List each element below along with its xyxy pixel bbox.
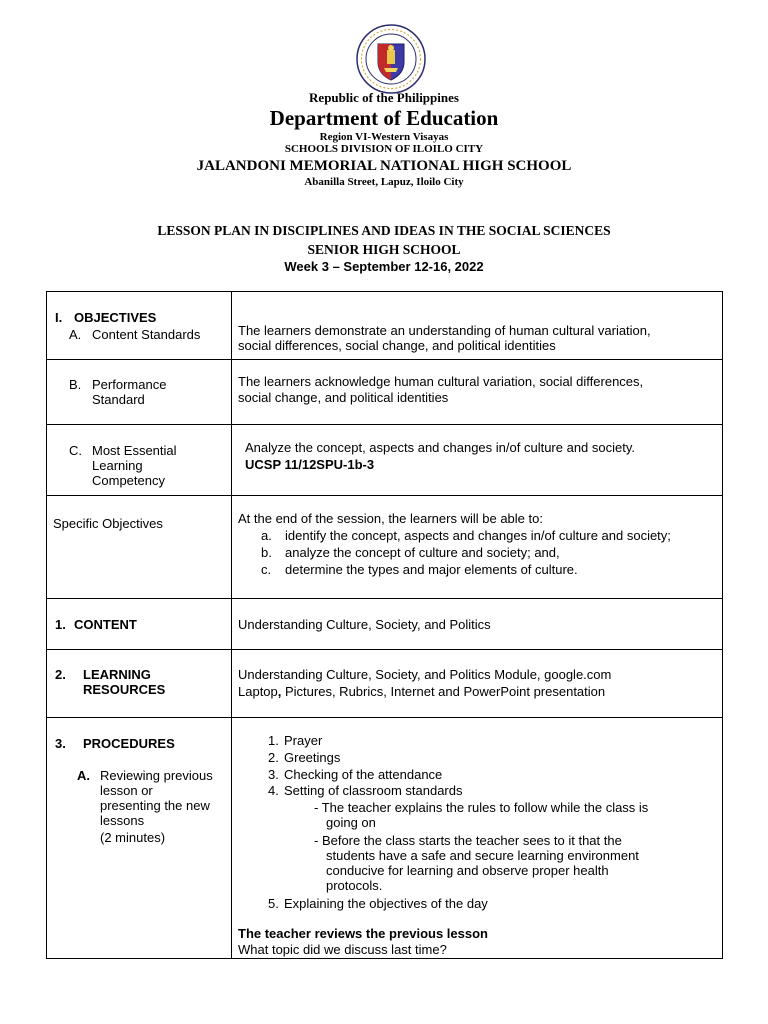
- content-label-cell: [47, 599, 232, 650]
- table-row: [47, 360, 723, 425]
- table-row: [47, 718, 723, 959]
- performance-standard-label: Performance: [92, 377, 167, 392]
- republic-heading: Republic of the Philippines: [309, 90, 459, 105]
- content-text: Understanding Culture, Society, and Politics: [238, 617, 491, 632]
- content-standards-text-line: The learners demonstrate an understanding of human cultural variation,: [238, 323, 651, 338]
- procedures-sub-label: lessons: [100, 813, 145, 828]
- table-row: [47, 425, 723, 496]
- content-standards-label: Content Standards: [92, 327, 201, 342]
- step-number: 1.: [268, 733, 279, 748]
- resources-comma: ,: [277, 684, 282, 699]
- resources-label: LEARNING: [83, 667, 151, 682]
- resources-rest: Pictures, Rubrics, Internet and PowerPoint presentation: [281, 684, 606, 699]
- step-number: 3.: [268, 767, 279, 782]
- resources-text-line: [238, 684, 605, 699]
- procedures-sub-label: lesson or: [100, 783, 153, 798]
- specific-objectives-label: Specific Objectives: [53, 516, 163, 531]
- step-number: 4.: [268, 783, 279, 798]
- step-item: Prayer: [284, 733, 323, 748]
- lesson-plan-title: LESSON PLAN IN DISCIPLINES AND IDEAS IN THE SOCIAL SCIENCES: [157, 223, 611, 238]
- rule-line: going on: [326, 815, 376, 830]
- rule-line: students have a safe and secure learning environment: [326, 848, 639, 863]
- melc-code: UCSP 11/12SPU-1b-3: [245, 457, 375, 472]
- procedures-sub-label: Reviewing previous: [100, 768, 213, 783]
- procedures-sub-label: presenting the new: [100, 798, 210, 813]
- objective-letter: a.: [261, 528, 272, 543]
- resources-text-line: Understanding Culture, Society, and Politics Module, google.com: [238, 667, 612, 682]
- step-item: Checking of the attendance: [284, 767, 443, 782]
- step-item: Setting of classroom standards: [284, 783, 463, 798]
- melc-cell: [232, 425, 723, 496]
- school-address: Abanilla Street, Lapuz, Iloilo City: [304, 176, 464, 188]
- resources-laptop: Laptop: [238, 684, 278, 699]
- lesson-plan-table: [46, 291, 723, 959]
- performance-standard-text-line: The learners acknowledge human cultural variation, social differences,: [238, 374, 644, 389]
- procedures-cell: [232, 718, 723, 959]
- objectives-heading: OBJECTIVES: [74, 310, 157, 325]
- objectives-label-cell: [47, 292, 232, 360]
- procedures-label-cell: [47, 718, 232, 959]
- rule-line: protocols.: [326, 878, 383, 893]
- resources-cell: [232, 650, 723, 718]
- resources-number: 2.: [55, 667, 66, 682]
- melc-label-cell: [47, 425, 232, 496]
- rule-line: conducive for learning and observe proper health: [326, 863, 609, 878]
- performance-standard-label-cell: [47, 360, 232, 425]
- review-question: What topic did we discuss last time?: [238, 942, 447, 957]
- content-number: 1.: [55, 617, 66, 632]
- table-row: [47, 496, 723, 599]
- objective-letter: b.: [261, 545, 272, 560]
- review-heading: The teacher reviews the previous lesson: [238, 926, 488, 941]
- content-standards-cell: [232, 292, 723, 360]
- step-item: Explaining the objectives of the day: [284, 896, 488, 911]
- step-number: 5.: [268, 896, 279, 911]
- rule-line: - Before the class starts the teacher sees to it that the: [314, 833, 622, 848]
- procedures-sub-letter: A.: [77, 768, 90, 783]
- step-item: Greetings: [284, 750, 341, 765]
- step-number: 2.: [268, 750, 279, 765]
- melc-label: Competency: [92, 473, 165, 488]
- objective-letter: c.: [261, 562, 272, 577]
- rule-line: - The teacher explains the rules to follow while the class is: [314, 800, 649, 815]
- melc-label: Learning: [92, 458, 143, 473]
- resources-label-cell: [47, 650, 232, 718]
- procedures-label: PROCEDURES: [83, 736, 175, 751]
- content-cell: [232, 599, 723, 650]
- lesson-plan-week: Week 3 – September 12-16, 2022: [284, 259, 484, 274]
- performance-standard-text-line: social change, and political identities: [238, 390, 449, 405]
- objective-item: determine the types and major elements of culture.: [285, 562, 578, 577]
- performance-standard-label: Standard: [92, 392, 145, 407]
- procedures-duration: (2 minutes): [100, 830, 166, 845]
- melc-text: Analyze the concept, aspects and changes in/of culture and society.: [245, 440, 635, 455]
- table-row: [47, 292, 723, 360]
- objectives-number: I.: [55, 310, 63, 325]
- content-standards-text-line: social differences, social change, and political identities: [238, 338, 556, 353]
- content-label: CONTENT: [74, 617, 137, 632]
- specific-objectives-intro: At the end of the session, the learners will be able to:: [238, 511, 543, 526]
- performance-standard-letter: B.: [69, 377, 82, 392]
- specific-objectives-cell: [232, 496, 723, 599]
- department-heading: Department of Education: [269, 106, 499, 130]
- region-line: Region VI-Western Visayas: [319, 131, 449, 143]
- division-line: SCHOOLS DIVISION OF ILOILO CITY: [284, 143, 484, 155]
- procedures-number: 3.: [55, 736, 66, 751]
- objective-item: analyze the concept of culture and society; and,: [285, 545, 560, 560]
- melc-label: Most Essential: [92, 443, 177, 458]
- performance-standard-cell: [232, 360, 723, 425]
- melc-letter: C.: [69, 443, 82, 458]
- resources-label: RESOURCES: [83, 682, 166, 697]
- table-row: [47, 599, 723, 650]
- content-standards-letter: A.: [69, 327, 82, 342]
- lesson-plan-level: SENIOR HIGH SCHOOL: [307, 242, 461, 257]
- objective-item: identify the concept, aspects and changes in/of culture and society;: [285, 528, 671, 543]
- deped-seal-logo: [356, 24, 426, 94]
- specific-objectives-label-cell: [47, 496, 232, 599]
- table-row: [47, 650, 723, 718]
- school-name: JALANDONI MEMORIAL NATIONAL HIGH SCHOOL: [196, 158, 572, 174]
